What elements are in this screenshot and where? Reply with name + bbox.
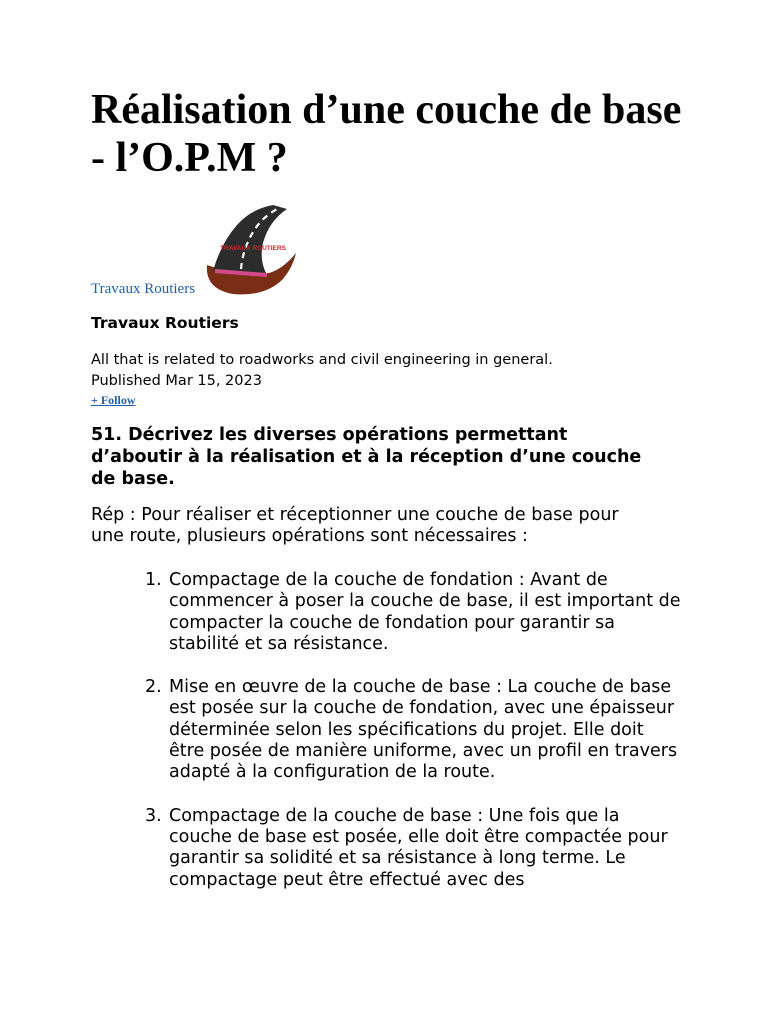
- road-logo-icon: [203, 203, 299, 297]
- list-item: [145, 677, 684, 783]
- answer-intro: Rép : Pour réaliser et réceptionner une couche de base pour une route, plusieurs opérations sont nécessaires :: [91, 505, 619, 546]
- author-name: Travaux Routiers: [91, 314, 239, 332]
- list-item-number: 1.: [145, 570, 162, 590]
- svg-text:TRAVAUX ROUTIERS: TRAVAUX ROUTIERS: [220, 245, 286, 252]
- list-item-text: Compactage de la couche de fondation : Avant de commencer à poser la couche de base, il est important de compacter la couche de fondation pour garantir sa stabilité et sa résistance.: [169, 570, 681, 654]
- list-item: [145, 570, 684, 655]
- list-item: [145, 805, 684, 891]
- article-title: Réalisation d’une couche de base - l’O.P.M ?: [91, 87, 682, 181]
- steps-list: [145, 570, 684, 913]
- published-date: Published Mar 15, 2023: [91, 373, 262, 389]
- follow-button[interactable]: + Follow: [91, 393, 136, 407]
- list-item-number: 3.: [145, 805, 162, 826]
- author-description: All that is related to roadworks and civil engineering in general.: [91, 352, 553, 368]
- author-profile-link[interactable]: Travaux Routiers: [91, 281, 196, 297]
- list-item-text: Compactage de la couche de base : Une fois que la couche de base est posée, elle doit être compactée pour garantir sa solidité et sa résistance à long terme. Le compactage peut être effectué avec des: [169, 805, 668, 890]
- list-item-text: Mise en œuvre de la couche de base : La couche de base est posée sur la couche de fondation, avec une épaisseur déterminée selon les spécifications du projet. Elle doit être posée de manière uniforme, avec un profil en travers adapté à la configuration de la route.: [169, 677, 678, 783]
- question-heading: 51. Décrivez les diverses opérations permettant d’aboutir à la réalisation et à la réception d’une couche de base.: [91, 425, 642, 489]
- author-logo[interactable]: [203, 203, 299, 297]
- list-item-number: 2.: [145, 677, 162, 698]
